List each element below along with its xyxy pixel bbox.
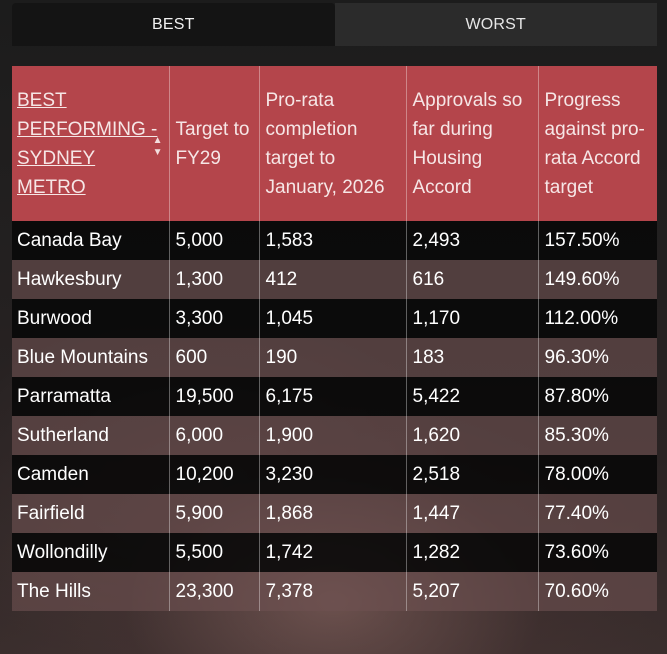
cell-prorata: 1,900 [259,416,406,455]
column-header-approvals: Approvals so far during Housing Accord [406,66,538,221]
cell-prorata: 190 [259,338,406,377]
cell-area: Parramatta [12,377,169,416]
table-row [12,221,657,260]
cell-area: Wollondilly [12,533,169,572]
cell-target: 6,000 [169,416,259,455]
cell-progress: 77.40% [538,494,657,533]
cell-prorata: 7,378 [259,572,406,611]
cell-progress: 157.50% [538,221,657,260]
tab-worst[interactable]: WORST [335,3,658,46]
column-header-prorata: Pro-rata completion target to January, 2026 [259,66,406,221]
tab-best[interactable]: BEST [12,3,335,46]
cell-area: Fairfield [12,494,169,533]
column-header-progress: Progress against pro-rata Accord target [538,66,657,221]
cell-approvals: 1,620 [406,416,538,455]
cell-target: 3,300 [169,299,259,338]
cell-approvals: 5,422 [406,377,538,416]
cell-approvals: 1,282 [406,533,538,572]
cell-target: 5,000 [169,221,259,260]
table-row [12,455,657,494]
cell-target: 1,300 [169,260,259,299]
cell-target: 600 [169,338,259,377]
cell-approvals: 1,447 [406,494,538,533]
table-row [12,533,657,572]
column-header-area[interactable] [12,66,169,221]
cell-area: Burwood [12,299,169,338]
cell-area: Sutherland [12,416,169,455]
cell-area: Camden [12,455,169,494]
cell-approvals: 183 [406,338,538,377]
cell-progress: 149.60% [538,260,657,299]
column-header-target: Target to FY29 [169,66,259,221]
cell-prorata: 6,175 [259,377,406,416]
cell-prorata: 1,583 [259,221,406,260]
cell-area: Blue Mountains [12,338,169,377]
table-row [12,299,657,338]
table-row [12,338,657,377]
cell-area: Hawkesbury [12,260,169,299]
cell-progress: 87.80% [538,377,657,416]
cell-target: 5,500 [169,533,259,572]
tab-bar [12,3,657,46]
table-row [12,572,657,611]
cell-target: 10,200 [169,455,259,494]
table-header-row [12,66,657,221]
table-row [12,494,657,533]
cell-progress: 70.60% [538,572,657,611]
cell-prorata: 1,868 [259,494,406,533]
cell-progress: 85.30% [538,416,657,455]
cell-prorata: 1,742 [259,533,406,572]
cell-progress: 112.00% [538,299,657,338]
cell-approvals: 2,518 [406,455,538,494]
column-header-area-link[interactable]: BEST PERFORMING - SYDNEY METRO [17,89,158,198]
cell-target: 23,300 [169,572,259,611]
cell-approvals: 2,493 [406,221,538,260]
cell-progress: 78.00% [538,455,657,494]
cell-progress: 73.60% [538,533,657,572]
cell-area: The Hills [12,572,169,611]
cell-prorata: 412 [259,260,406,299]
table-row [12,260,657,299]
cell-target: 19,500 [169,377,259,416]
table-row [12,416,657,455]
housing-accord-table [12,66,657,611]
cell-progress: 96.30% [538,338,657,377]
cell-approvals: 5,207 [406,572,538,611]
sort-arrows-icon[interactable]: ▲ ▼ [152,135,163,158]
cell-prorata: 1,045 [259,299,406,338]
cell-approvals: 1,170 [406,299,538,338]
table-row [12,377,657,416]
cell-target: 5,900 [169,494,259,533]
cell-approvals: 616 [406,260,538,299]
cell-area: Canada Bay [12,221,169,260]
cell-prorata: 3,230 [259,455,406,494]
